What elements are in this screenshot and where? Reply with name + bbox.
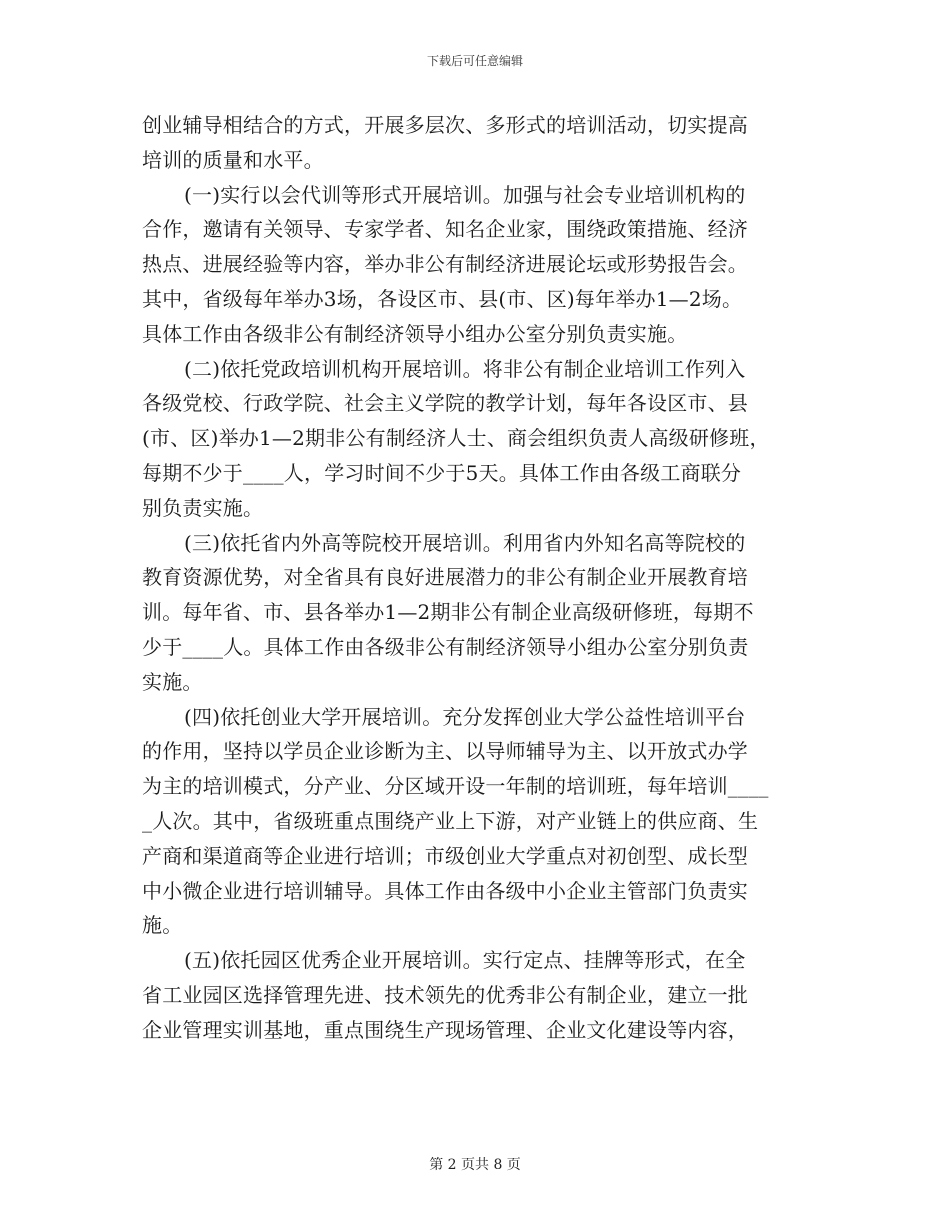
- text-line: 产商和渠道商等企业进行培训；市级创业大学重点对初创型、成长型: [142, 843, 748, 868]
- text-line: (五)依托园区优秀企业开展培训。实行定点、挂牌等形式，在全: [184, 948, 746, 973]
- text-line: 实施。: [142, 669, 203, 694]
- text-line: 别负责实施。: [142, 495, 264, 520]
- text-line: 教育资源优势，对全省具有良好进展潜力的非公有制企业开展教育培: [142, 565, 748, 590]
- text-line: (一)实行以会代训等形式开展培训。加强与社会专业培训机构的: [184, 182, 746, 207]
- text-line: 企业管理实训基地，重点围绕生产现场管理、企业文化建设等内容，: [142, 1017, 748, 1042]
- text-line: 训。每年省、市、县各举办1—2期非公有制企业高级研修班，每期不: [142, 600, 754, 625]
- text-line: (市、区)举办1—2期非公有制经济人士、商会组织负责人高级研修班，: [142, 426, 770, 451]
- text-line: 各级党校、行政学院、社会主义学院的教学计划，每年各设区市、县: [142, 391, 748, 416]
- text-line: _人次。其中，省级班重点围绕产业上下游，对产业链上的供应商、生: [142, 808, 759, 833]
- text-line: 施。: [142, 913, 183, 938]
- text-line: 创业辅导相结合的方式，开展多层次、多形式的培训活动，切实提高: [142, 113, 748, 137]
- text-line: 具体工作由各级非公有制经济领导小组办公室分别负责实施。: [142, 321, 688, 346]
- text-line: 每期不少于____人，学习时间不少于5天。具体工作由各级工商联分: [142, 460, 742, 485]
- text-line: 其中，省级每年举办3场，各设区市、县(市、区)每年举办1—2场。: [142, 286, 743, 311]
- text-line: (四)依托创业大学开展培训。充分发挥创业大学公益性培训平台: [184, 704, 746, 729]
- text-line: 中小微企业进行培训辅导。具体工作由各级中小企业主管部门负责实: [142, 878, 748, 903]
- text-line: 培训的质量和水平。: [142, 147, 324, 172]
- text-line: (二)依托党政培训机构开展培训。将非公有制企业培训工作列入: [184, 356, 746, 381]
- page-footer: 第 2 页共 8 页: [429, 1157, 521, 1173]
- text-line: 的作用，坚持以学员企业诊断为主、以导师辅导为主、以开放式办学: [142, 739, 748, 764]
- page-header: 下载后可任意编辑: [426, 54, 523, 68]
- document-body: [142, 108, 802, 1048]
- text-line: 少于____人。具体工作由各级非公有制经济领导小组办公室分别负责: [142, 634, 749, 659]
- text-line: (三)依托省内外高等院校开展培训。利用省内外知名高等院校的: [184, 530, 746, 555]
- text-line: 省工业园区选择管理先进、技术领先的优秀非公有制企业，建立一批: [142, 982, 748, 1007]
- text-line: 热点、进展经验等内容，举办非公有制经济进展论坛或形势报告会。: [142, 252, 748, 277]
- text-line: 合作，邀请有关领导、专家学者、知名企业家，围绕政策措施、经济: [142, 217, 748, 242]
- text-line: 为主的培训模式，分产业、分区域开设一年制的培训班，每年培训____: [142, 774, 769, 799]
